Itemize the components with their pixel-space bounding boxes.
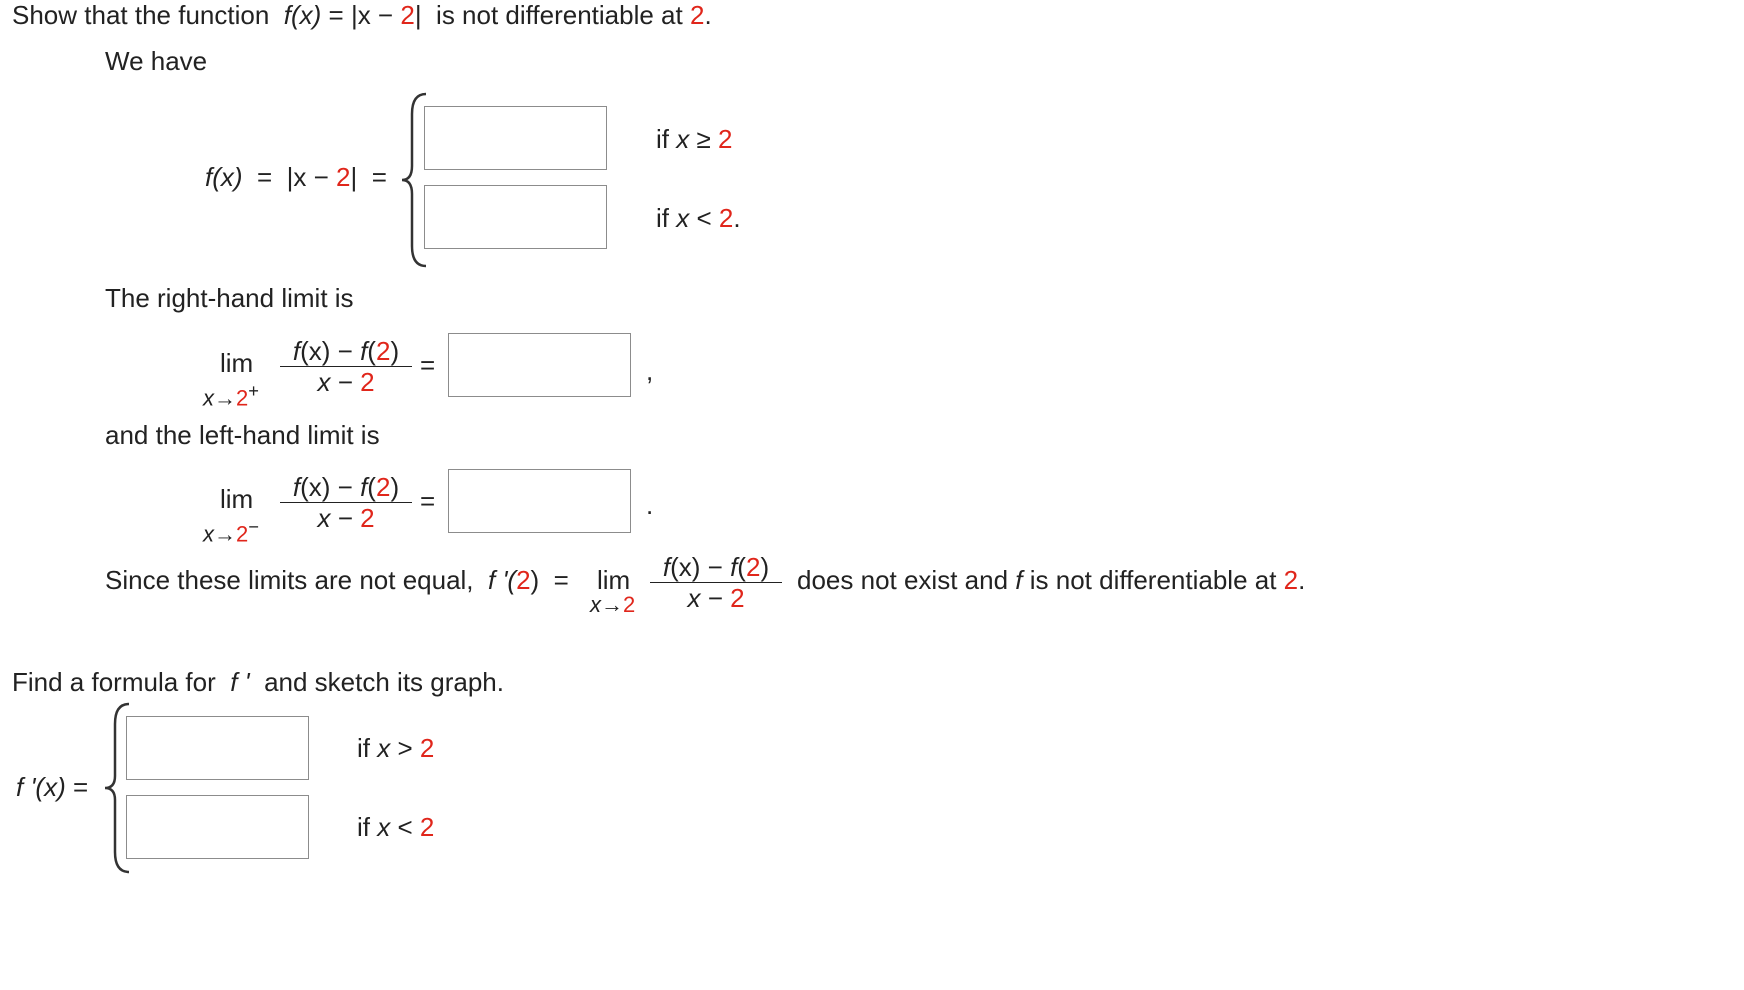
conclusion-prefix: Since these limits are not equal, f '(2) = xyxy=(105,565,569,595)
fprime-case1-condition: if x > 2 xyxy=(357,733,435,763)
right-limit-trail: , xyxy=(646,356,654,386)
left-lim-subscript: x→2− xyxy=(203,516,259,547)
f-case1-input-box[interactable] xyxy=(424,106,607,170)
conclusion-suffix: does not exist and f is not differentiable at 2. xyxy=(797,565,1306,595)
right-limit-fraction: f(x) − f(2) x − 2 xyxy=(280,336,412,397)
left-limit-label: and the left-hand limit is xyxy=(105,420,380,450)
conclusion-fraction: f(x) − f(2) x − 2 xyxy=(650,552,782,613)
right-limit-input-box[interactable] xyxy=(448,333,631,397)
function-name: f(x) xyxy=(283,0,322,30)
f-case1-condition: if x ≥ 2 xyxy=(656,124,733,154)
left-limit-input[interactable] xyxy=(449,470,630,532)
question-text: Show that the function f(x) = |x − 2| is not differentiable at 2. xyxy=(12,0,712,30)
fprime-case2-condition: if x < 2 xyxy=(357,812,435,842)
f-case2-input-box[interactable] xyxy=(424,185,607,249)
left-limit-fraction: f(x) − f(2) x − 2 xyxy=(280,472,412,533)
fprime-case1-input-box[interactable] xyxy=(126,716,309,780)
we-have-label: We have xyxy=(105,46,208,76)
right-lim-word: lim xyxy=(220,348,254,378)
f-case2-input[interactable] xyxy=(425,186,606,248)
right-limit-input[interactable] xyxy=(449,334,630,396)
piecewise-f-lhs: f(x) = |x − 2| = xyxy=(205,162,387,192)
left-limit-trail: . xyxy=(646,490,654,520)
right-lim-subscript: x→2+ xyxy=(203,380,259,411)
fprime-case1-input[interactable] xyxy=(127,717,308,779)
left-lim-word: lim xyxy=(220,484,254,514)
fprime-lhs: f '(x) = xyxy=(16,772,89,802)
f-case2-condition: if x < 2. xyxy=(656,203,741,233)
part2-prompt: Find a formula for f ' and sketch its graph. xyxy=(12,667,504,697)
point-value: 2 xyxy=(689,0,705,30)
conclusion-lim-word: lim xyxy=(597,565,631,595)
fprime-case2-input[interactable] xyxy=(127,796,308,858)
conclusion-lim-subscript: x→2 xyxy=(590,592,636,617)
fprime-case2-input-box[interactable] xyxy=(126,795,309,859)
left-limit-equals: = xyxy=(420,486,436,516)
right-limit-equals: = xyxy=(420,350,436,380)
right-limit-label: The right-hand limit is xyxy=(105,283,354,313)
left-limit-input-box[interactable] xyxy=(448,469,631,533)
f-case1-input[interactable] xyxy=(425,107,606,169)
